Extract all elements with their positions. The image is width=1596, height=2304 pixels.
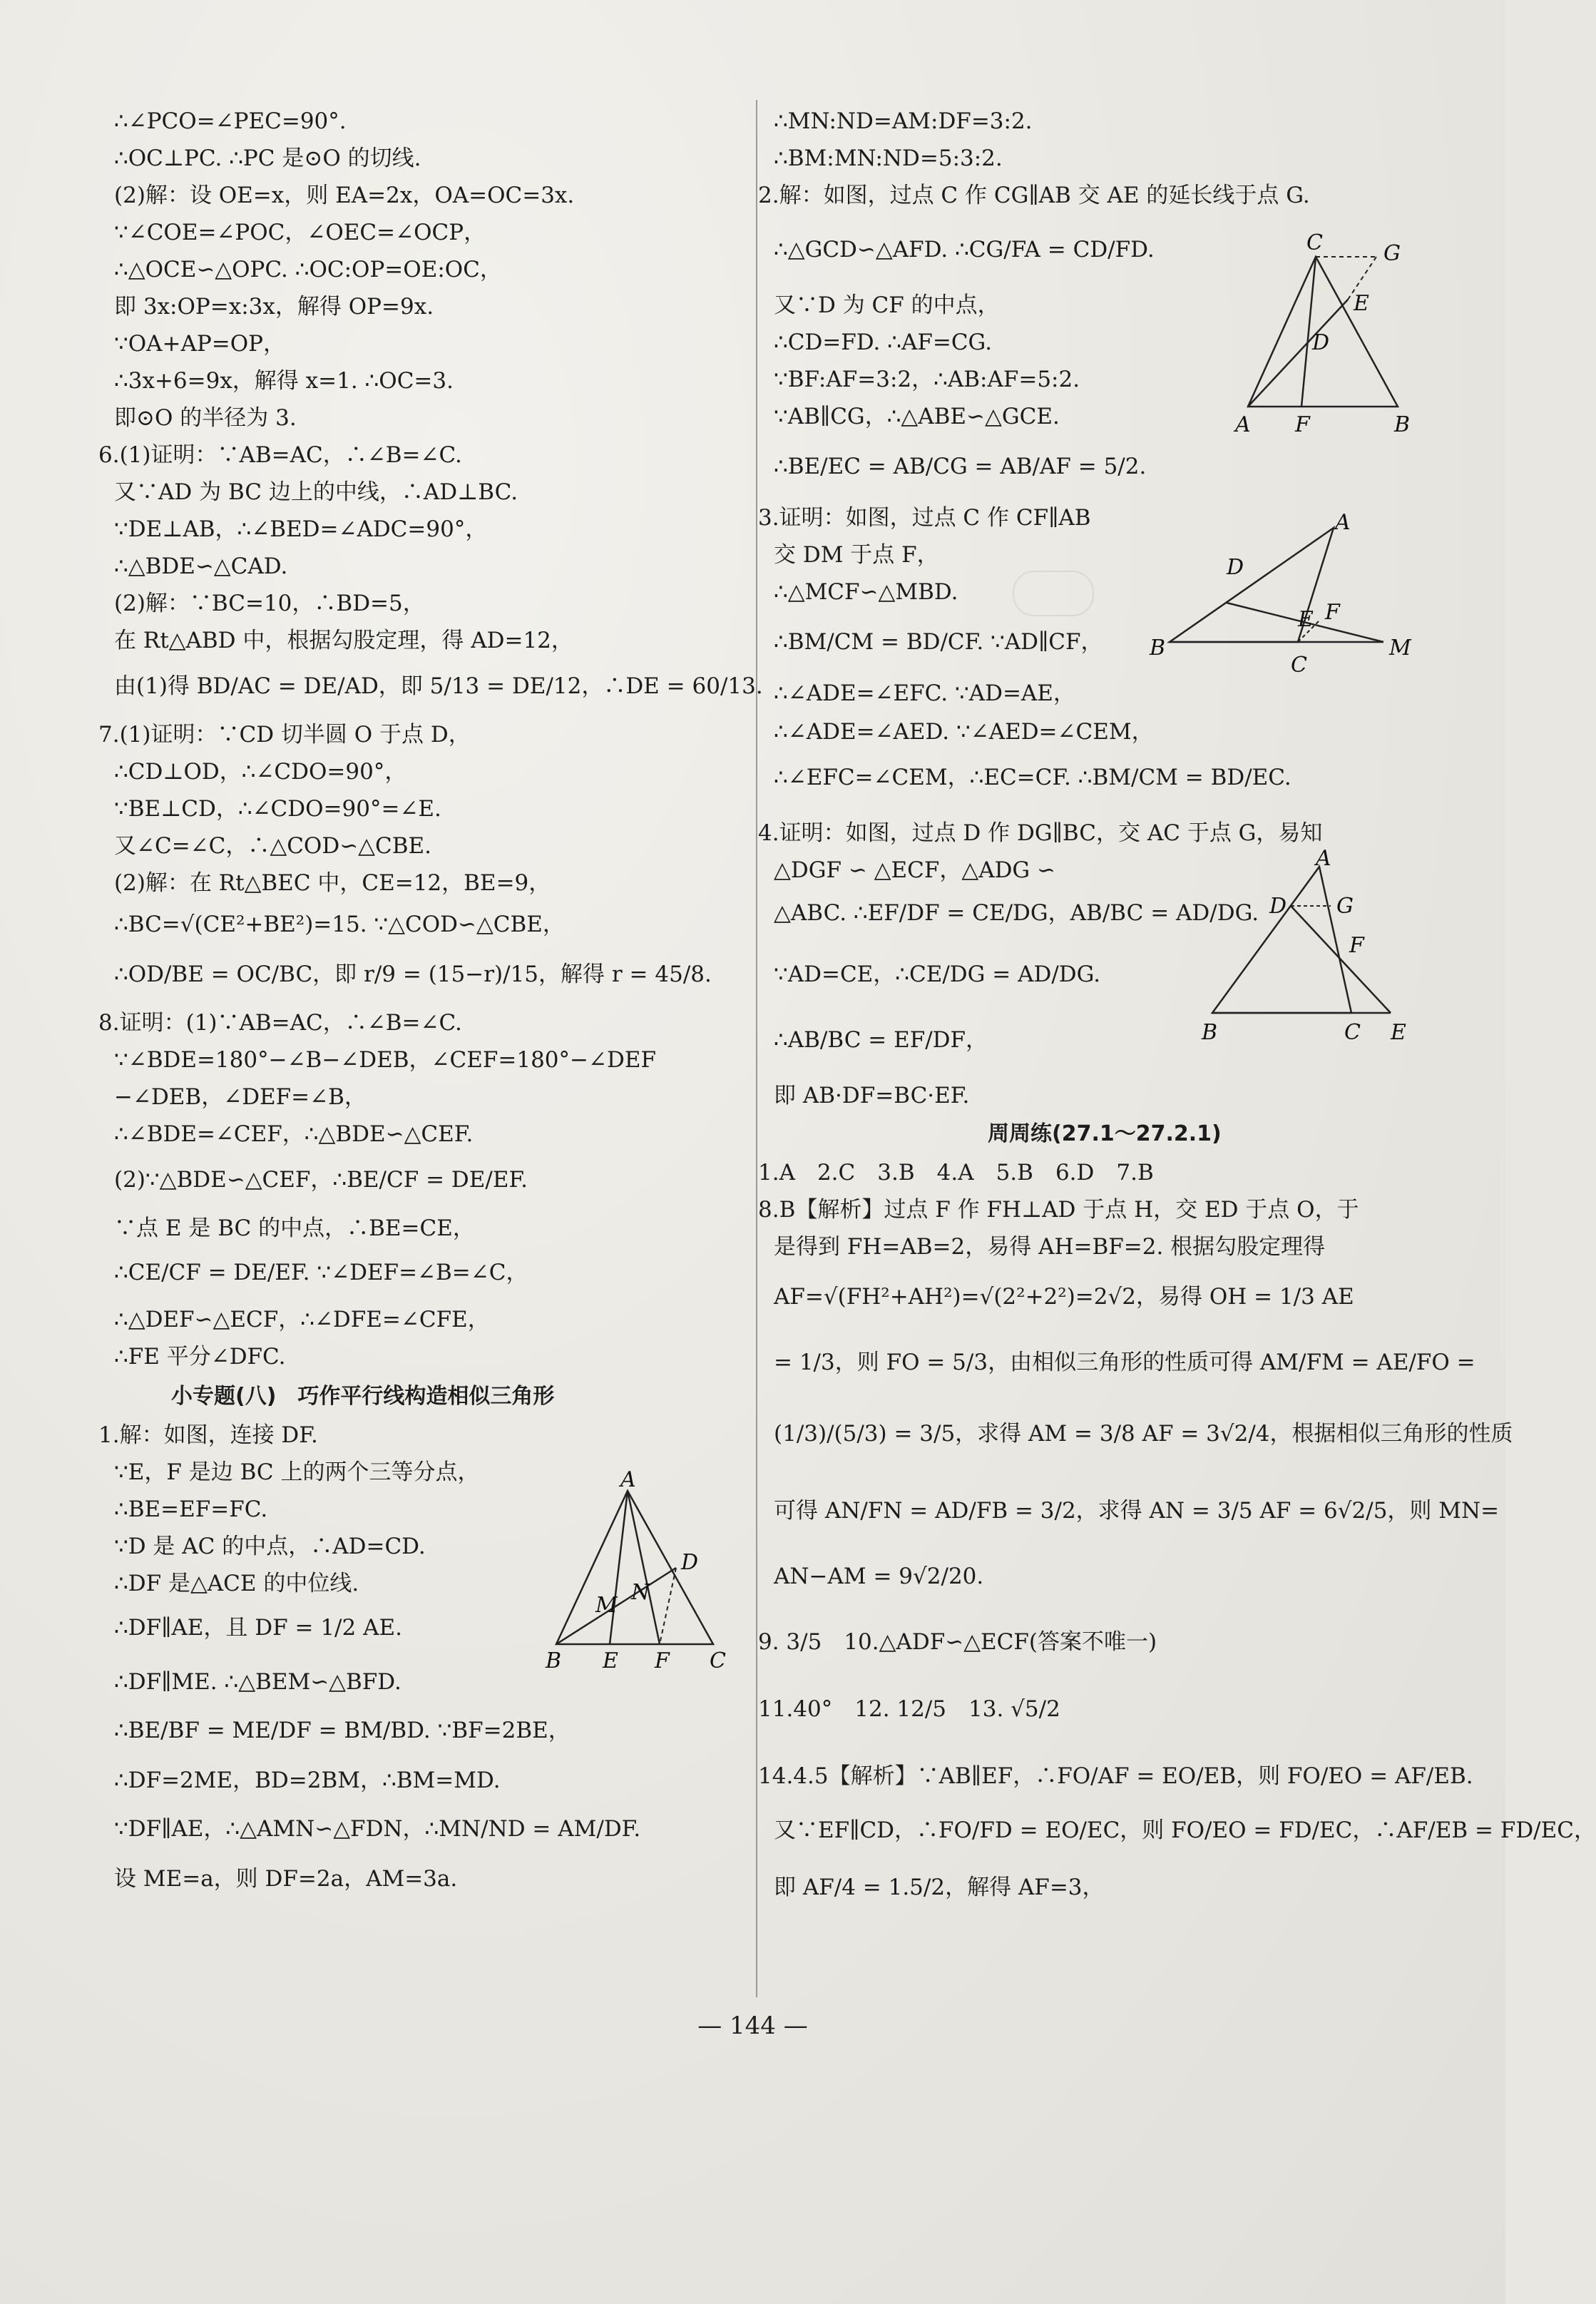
- text-line: ∴CD=FD. ∴AF=CG.: [774, 330, 993, 355]
- text-line: ∵BF:AF=3:2，∴AB:AF=5:2.: [774, 367, 1080, 392]
- figure-label: G: [1383, 241, 1401, 266]
- text-line: 1.解：如图，连接 DF.: [98, 1422, 318, 1448]
- text-line: ∴∠EFC=∠CEM，∴EC=CF. ∴BM/CM = BD/EC.: [774, 765, 1291, 790]
- text-line: ∴DF∥AE，且 DF = 1/2 AE.: [114, 1615, 402, 1641]
- text-line: ∴BM/CM = BD/CF. ∵AD∥CF，: [774, 629, 1103, 655]
- figure-label: F: [1295, 412, 1310, 437]
- text-line: −∠DEB，∠DEF=∠B，: [114, 1084, 367, 1110]
- figure-label: E: [1298, 607, 1314, 632]
- figure-label: A: [1235, 412, 1251, 437]
- text-line: ∵DF∥AE，∴△AMN∽△FDN，∴MN/ND = AM/DF.: [114, 1816, 641, 1842]
- text-line: 即⊙O 的半径为 3.: [114, 405, 297, 431]
- text-line: (2)解：∵BC=10，∴BD=5，: [114, 591, 425, 616]
- text-line: 设 ME=a，则 DF=2a，AM=3a.: [114, 1866, 458, 1892]
- section-heading: 周周练(27.1～27.2.1): [988, 1121, 1222, 1146]
- text-line: AF=√(FH²+AH²)=√(2²+2²)=2√2，易得 OH = 1/3 AE: [774, 1284, 1354, 1310]
- figure-label: B: [1202, 1020, 1218, 1045]
- figure-label: D: [1227, 555, 1244, 580]
- text-line: ∴△BDE∽△CAD.: [114, 554, 288, 579]
- text-line: 又∵EF∥CD，∴FO/FD = EO/EC，则 FO/EO = FD/EC，∴AF/EB = FD/EC，: [774, 1818, 1596, 1843]
- text-line: ∴△MCF∽△MBD.: [774, 579, 958, 605]
- text-line: 又∠C=∠C，∴△COD∽△CBE.: [114, 833, 431, 859]
- figure-label: C: [1291, 653, 1307, 678]
- figure-label: A: [620, 1467, 636, 1492]
- figure-label: N: [631, 1580, 650, 1605]
- text-line: 4.证明：如图，过点 D 作 DG∥BC，交 AC 于点 G，易知: [758, 820, 1323, 846]
- text-line: ∴MN:ND=AM:DF=3:2.: [774, 108, 1033, 134]
- figure-label: D: [1269, 894, 1287, 919]
- text-line: 即 AB·DF=BC·EF.: [774, 1083, 970, 1108]
- text-line: ∴DF=2ME，BD=2BM，∴BM=MD.: [114, 1768, 501, 1793]
- text-line: ∵∠COE=∠POC，∠OEC=∠OCP，: [114, 220, 486, 245]
- text-line: ∵E，F 是边 BC 上的两个三等分点，: [114, 1459, 480, 1485]
- text-line: 3.证明：如图，过点 C 作 CF∥AB: [758, 505, 1091, 531]
- figure-label: M: [1389, 636, 1411, 661]
- text-line: 8.B【解析】过点 F 作 FH⊥AD 于点 H，交 ED 于点 O，于: [758, 1197, 1359, 1223]
- text-line: ∴BE=EF=FC.: [114, 1497, 268, 1522]
- text-line: ∴DF 是△ACE 的中位线.: [114, 1571, 359, 1596]
- figure-label: A: [1335, 510, 1351, 535]
- text-line: 14.4.5【解析】∵AB∥EF，∴FO/AF = EO/EB，则 FO/EO = AF/EB.: [758, 1763, 1473, 1789]
- text-line: ∵AD=CE，∴CE/DG = AD/DG.: [774, 962, 1101, 987]
- text-line: (2)解：设 OE=x，则 EA=2x，OA=OC=3x.: [114, 183, 575, 208]
- page-number: — 144 —: [697, 2012, 808, 2040]
- text-line: 1.A 2.C 3.B 4.A 5.B 6.D 7.B: [758, 1160, 1154, 1186]
- text-line: 由(1)得 BD/AC = DE/AD，即 5/13 = DE/12，∴DE = 60/13.: [114, 673, 763, 699]
- figure-label: M: [595, 1593, 618, 1618]
- figure-triangle-r2: [1148, 510, 1419, 678]
- figure-triangle-abc-r1: [1234, 228, 1419, 435]
- figure-label: E: [1354, 291, 1369, 316]
- figure-triangle-r3: [1191, 846, 1419, 1045]
- text-line: ∴∠BDE=∠CEF，∴△BDE∽△CEF.: [114, 1121, 474, 1147]
- text-line: 8.证明：(1)∵AB=AC，∴∠B=∠C.: [98, 1010, 462, 1036]
- figure-label: C: [710, 1648, 726, 1673]
- figure-label: D: [681, 1550, 699, 1575]
- watermark-stamp: [1013, 571, 1094, 616]
- figure-label: F: [1349, 933, 1364, 958]
- text-line: ∴BE/BF = ME/DF = BM/BD. ∵BF=2BE，: [114, 1718, 571, 1743]
- figure-triangle-abc-left: [542, 1467, 742, 1676]
- text-line: ∵AB∥CG，∴△ABE∽△GCE.: [774, 404, 1060, 429]
- text-line: ∴△DEF∽△ECF，∴∠DFE=∠CFE，: [114, 1307, 490, 1332]
- text-line: 2.解：如图，过点 C 作 CG∥AB 交 AE 的延长线于点 G.: [758, 183, 1310, 208]
- text-line: ∴△GCD∽△AFD. ∴CG/FA = CD/FD.: [774, 237, 1155, 262]
- text-line: (1/3)/(5/3) = 3/5，求得 AM = 3/8 AF = 3√2/4，根据相似三角形的性质: [774, 1421, 1513, 1447]
- text-line: 即 AF/4 = 1.5/2，解得 AF=3，: [774, 1875, 1105, 1900]
- text-line: ∴3x+6=9x，解得 x=1. ∴OC=3.: [114, 368, 454, 394]
- figure-label: D: [1312, 330, 1330, 355]
- text-line: ∴∠ADE=∠AED. ∵∠AED=∠CEM，: [774, 719, 1154, 745]
- text-line: 在 Rt△ABD 中，根据勾股定理，得 AD=12，: [114, 628, 573, 653]
- figure-label: G: [1336, 894, 1354, 919]
- text-line: ∴DF∥ME. ∴△BEM∽△BFD.: [114, 1669, 401, 1695]
- text-line: △DGF ∽ △ECF，△ADG ∽: [774, 857, 1056, 883]
- text-line: ∵BE⊥CD，∴∠CDO=90°=∠E.: [114, 796, 441, 822]
- text-line: ∵∠BDE=180°−∠B−∠DEB，∠CEF=180°−∠DEF: [114, 1047, 656, 1073]
- figure-label: B: [546, 1648, 562, 1673]
- text-line: (2)解：在 Rt△BEC 中，CE=12，BE=9，: [114, 870, 551, 896]
- figure-label: E: [1391, 1020, 1406, 1045]
- figure-label: E: [603, 1648, 618, 1673]
- text-line: ∴FE 平分∠DFC.: [114, 1344, 286, 1370]
- text-line: 7.(1)证明：∵CD 切半圆 O 于点 D，: [98, 722, 471, 748]
- text-line: △ABC. ∴EF/DF = CE/DG，AB/BC = AD/DG.: [774, 900, 1259, 926]
- text-line: ∴CE/CF = DE/EF. ∵∠DEF=∠B=∠C，: [114, 1260, 528, 1285]
- text-line: ∵点 E 是 BC 的中点，∴BE=CE，: [114, 1215, 475, 1241]
- text-line: 是得到 FH=AB=2，易得 AH=BF=2. 根据勾股定理得: [774, 1234, 1326, 1260]
- text-line: 6.(1)证明：∵AB=AC，∴∠B=∠C.: [98, 442, 462, 468]
- column-divider: [756, 100, 757, 1997]
- text-line: 又∵AD 为 BC 边上的中线，∴AD⊥BC.: [114, 479, 518, 505]
- text-line: ∵D 是 AC 的中点，∴AD=CD.: [114, 1534, 426, 1559]
- text-line: 可得 AN/FN = AD/FB = 3/2，求得 AN = 3/5 AF = 6√2/5，则 MN=: [774, 1498, 1500, 1524]
- text-line: 即 3x:OP=x:3x，解得 OP=9x.: [114, 294, 434, 320]
- text-line: ∵DE⊥AB，∴∠BED=∠ADC=90°，: [114, 516, 488, 542]
- text-line: ∴OC⊥PC. ∴PC 是⊙O 的切线.: [114, 146, 421, 171]
- text-line: ∴∠PCO=∠PEC=90°.: [114, 108, 347, 134]
- text-line: ∴AB/BC = EF/DF，: [774, 1027, 988, 1053]
- text-line: AN−AM = 9√2/20.: [774, 1564, 984, 1589]
- text-line: ∴BE/EC = AB/CG = AB/AF = 5/2.: [774, 454, 1147, 479]
- text-line: = 1/3，则 FO = 5/3，由相似三角形的性质可得 AM/FM = AE/FO =: [774, 1350, 1475, 1375]
- figure-label: B: [1150, 636, 1166, 661]
- text-line: ∵OA+AP=OP，: [114, 331, 285, 357]
- figure-label: F: [655, 1648, 670, 1673]
- text-line: 交 DM 于点 F，: [774, 542, 939, 568]
- text-line: 9. 3/5 10.△ADF∽△ECF(答案不唯一): [758, 1629, 1157, 1655]
- text-line: ∴CD⊥OD，∴∠CDO=90°，: [114, 759, 407, 785]
- text-line: 又∵D 为 CF 的中点，: [774, 292, 1000, 318]
- text-line: 11.40° 12. 12/5 13. √5/2: [758, 1696, 1060, 1722]
- text-line: (2)∵△BDE∽△CEF，∴BE/CF = DE/EF.: [114, 1167, 528, 1193]
- figure-label: A: [1316, 846, 1331, 871]
- text-line: ∴BC=√(CE²+BE²)=15. ∵△COD∽△CBE，: [114, 912, 565, 937]
- figure-label: C: [1306, 230, 1323, 255]
- text-line: ∴∠ADE=∠EFC. ∵AD=AE，: [774, 681, 1075, 706]
- section-heading: 小专题(八) 巧作平行线构造相似三角形: [171, 1384, 555, 1409]
- figure-label: F: [1325, 600, 1340, 625]
- text-line: ∴OD/BE = OC/BC，即 r/9 = (15−r)/15，解得 r = 45/8.: [114, 962, 712, 987]
- text-line: ∴BM:MN:ND=5:3:2.: [774, 146, 1003, 171]
- figure-label: B: [1394, 412, 1411, 437]
- figure-label: C: [1344, 1020, 1361, 1045]
- text-line: ∴△OCE∽△OPC. ∴OC:OP=OE:OC，: [114, 257, 502, 282]
